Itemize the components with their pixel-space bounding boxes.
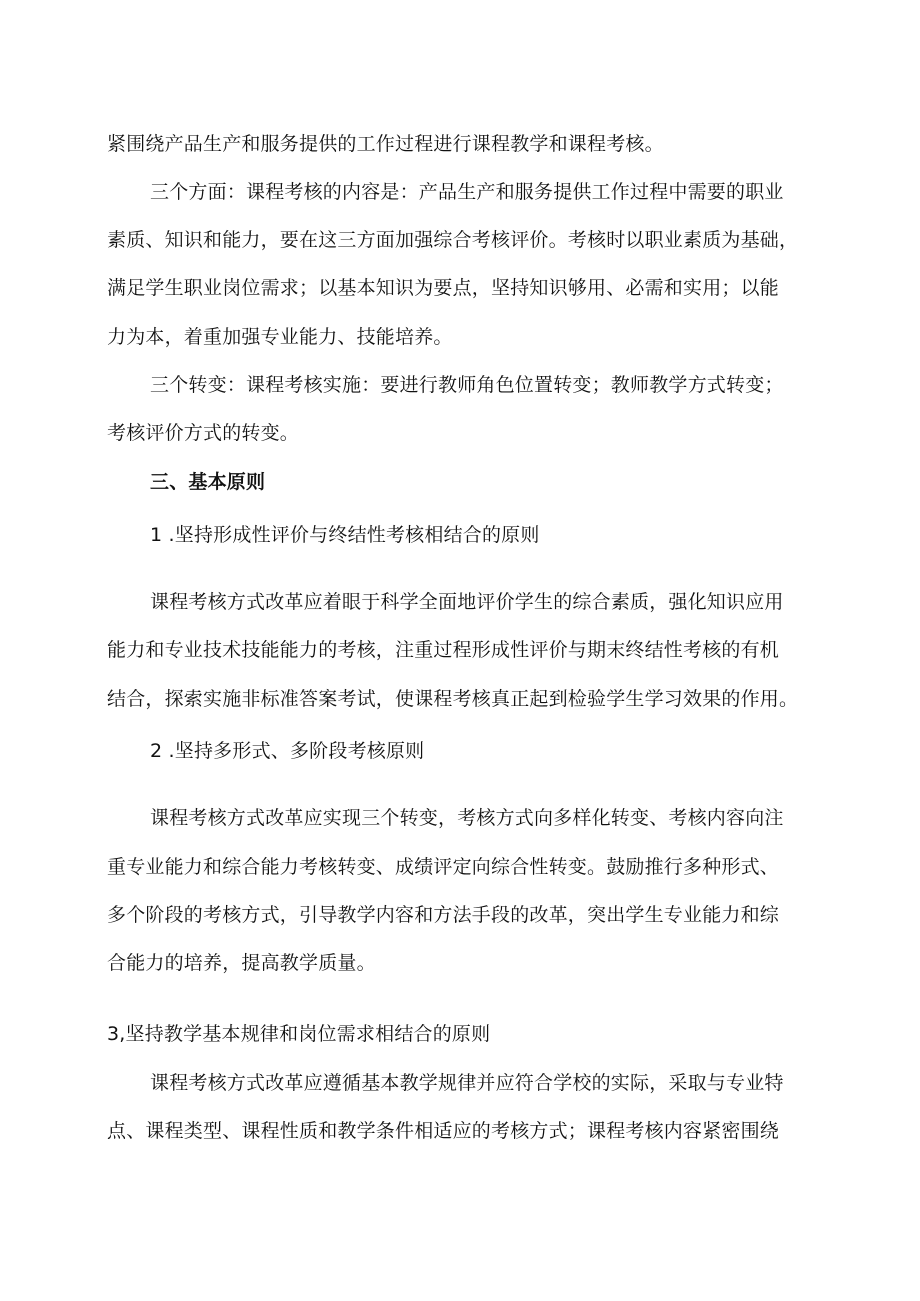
- paragraph-line: 课程考核方式改革应着眼于科学全面地评价学生的综合素质，强化知识应用: [150, 591, 784, 613]
- paragraph-line: 三个方面：课程考核的内容是：产品生产和服务提供工作过程中需要的职业: [150, 181, 784, 203]
- paragraph-line: 考核评价方式的转变。: [107, 422, 300, 444]
- paragraph-line: 力为本，着重加强专业能力、技能培养。: [107, 326, 453, 348]
- paragraph-line: 能力和专业技术技能能力的考核，注重过程形成性评价与期末终结性考核的有机: [107, 639, 780, 661]
- paragraph-line: 点、课程类型、课程性质和教学条件相适应的考核方式；课程考核内容紧密围绕: [107, 1120, 780, 1142]
- subheading: 1 .坚持形成性评价与终结性考核相结合的原则: [150, 524, 540, 546]
- paragraph-line: 合能力的培养，提高教学质量。: [107, 952, 376, 974]
- paragraph-line: 多个阶段的考核方式，引导教学内容和方法手段的改革，突出学生专业能力和综: [107, 904, 780, 926]
- subheading: 2 .坚持多形式、多阶段考核原则: [150, 740, 425, 762]
- paragraph-line: 课程考核方式改革应实现三个转变，考核方式向多样化转变、考核内容向注: [150, 807, 784, 829]
- paragraph-line: 素质、知识和能力，要在这三方面加强综合考核评价。考核时以职业素质为基础，: [107, 229, 799, 251]
- paragraph-line: 三个转变：课程考核实施：要进行教师角色位置转变；教师教学方式转变；: [150, 374, 784, 396]
- paragraph-line: 紧围绕产品生产和服务提供的工作过程进行课程教学和课程考核。: [107, 133, 664, 155]
- subheading: 3,坚持教学基本规律和岗位需求相结合的原则: [107, 1023, 491, 1045]
- paragraph-line: 满足学生职业岗位需求；以基本知识为要点，坚持知识够用、必需和实用；以能: [107, 277, 780, 299]
- paragraph-line: 重专业能力和综合能力考核转变、成绩评定向综合性转变。鼓励推行多种形式、: [107, 856, 780, 878]
- section-heading: 三、基本原则: [150, 471, 266, 493]
- paragraph-line: 课程考核方式改革应遵循基本教学规律并应符合学校的实际，采取与专业特: [150, 1072, 784, 1094]
- paragraph-line: 结合，探索实施非标准答案考试，使课程考核真正起到检验学生学习效果的作用。: [107, 688, 799, 710]
